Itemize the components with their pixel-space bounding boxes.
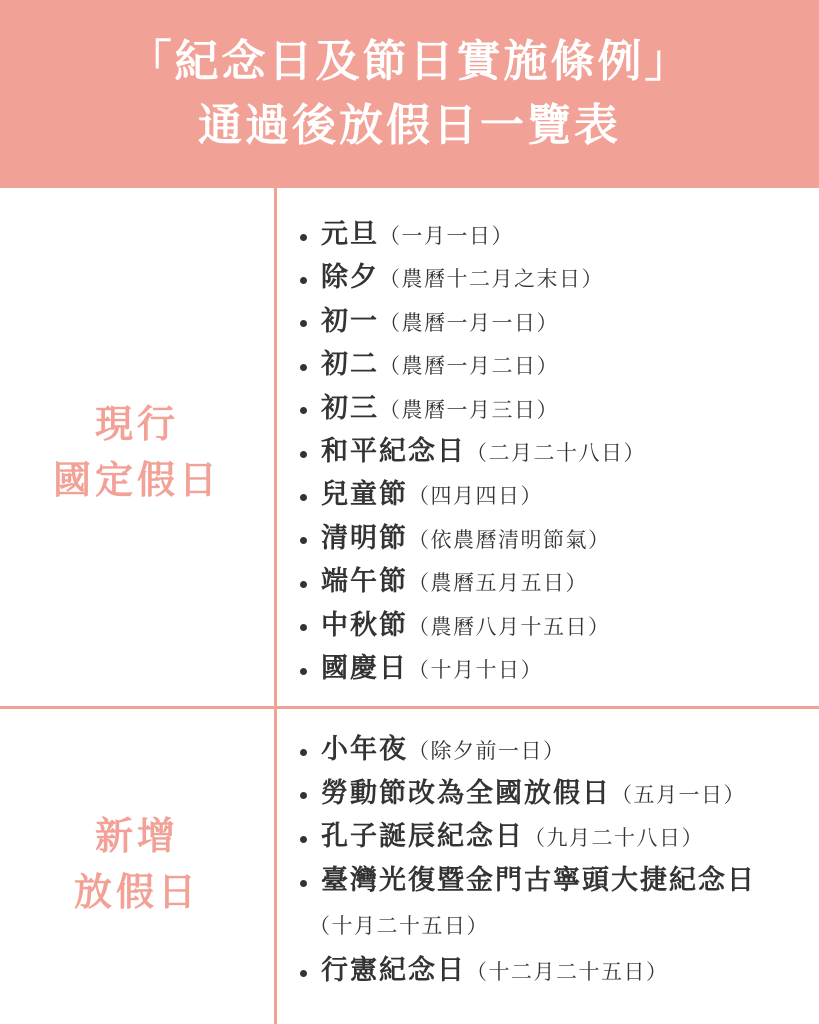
list-item [298,815,756,859]
bullet-icon [300,880,307,887]
holiday-name: 臺灣光復暨金門古寧頭大捷紀念日 [321,864,756,896]
list-item [298,343,646,386]
list-item [298,647,646,690]
holiday-name: 除夕 [321,262,379,294]
list-item [298,473,646,516]
bullet-icon [300,581,307,588]
list-item [298,300,646,343]
holiday-date: （一月一日） [379,224,514,248]
holiday-date: （十月二十五日） [309,914,489,939]
list-item [298,728,756,772]
bullet-icon [300,970,307,977]
bullet-icon [300,624,307,631]
holiday-date: （十月十日） [408,657,543,682]
holiday-name: 端午節 [321,566,408,598]
holiday-date: （四月四日） [408,484,543,509]
bullet-icon [300,277,307,284]
holiday-date: （農曆十二月之末日） [379,267,604,292]
bullet-icon [300,668,307,675]
holiday-date: （十二月二十五日） [466,959,669,984]
holiday-name: 中秋節 [321,609,408,641]
holiday-name: 初二 [321,349,379,381]
holiday-name: 清明節 [321,522,408,554]
section-label-new [0,808,274,920]
list-item [298,859,756,949]
list-item [298,517,646,560]
list-item [298,387,646,430]
page-title-line1: 「紀念日及節日實施條例」 [127,36,692,87]
holiday-name: 孔子誕辰紀念日 [321,821,524,853]
holiday-date: （農曆一月三日） [379,397,559,422]
row-divider [0,706,819,709]
list-item [298,604,646,647]
list-item [298,213,646,256]
bullet-icon [300,494,307,501]
page-title-line2: 通過後放假日一覽表 [198,100,621,151]
section-label-line: 放假日 [73,870,200,914]
bullet-icon [300,537,307,544]
section-label-current [0,396,274,508]
section-label-line: 國定假日 [52,458,221,502]
holiday-name: 國慶日 [321,652,408,684]
holiday-date: （除夕前一日） [408,739,566,763]
holiday-date: （五月一日） [611,782,746,807]
holiday-date: （九月二十八日） [524,826,704,851]
bullet-icon [300,320,307,327]
holiday-date: （農曆五月五日） [408,571,588,596]
holiday-date: （農曆一月二日） [379,354,559,379]
bullet-icon [300,407,307,414]
holiday-name: 元旦 [321,219,379,250]
list-item [298,256,646,299]
holiday-name: 小年夜 [321,734,408,765]
list-item [298,430,646,473]
section-label-line: 新增 [94,814,179,858]
header-banner [0,0,819,188]
new-holiday-list [298,728,756,993]
list-item [298,949,756,993]
holiday-name: 行憲紀念日 [321,954,466,986]
holiday-name: 兒童節 [321,479,408,511]
holiday-name: 初一 [321,305,379,337]
bullet-icon [300,836,307,843]
bullet-icon [300,451,307,458]
section-label-line: 現行 [94,402,179,446]
holiday-name: 勞動節改為全國放假日 [321,777,611,809]
bullet-icon [300,364,307,371]
bullet-icon [300,792,307,799]
current-holiday-list [298,213,646,690]
holiday-name: 和平紀念日 [321,435,466,467]
bullet-icon [300,749,307,756]
holiday-date: （依農曆清明節氣） [408,527,611,552]
holiday-name: 初三 [321,392,379,424]
holiday-date: （二月二十八日） [466,440,646,465]
column-divider [274,188,277,1024]
bullet-icon [300,234,307,241]
list-item [298,772,756,816]
list-item [298,560,646,603]
holiday-date: （農曆八月十五日） [408,614,611,639]
holiday-date: （農曆一月一日） [379,310,559,335]
